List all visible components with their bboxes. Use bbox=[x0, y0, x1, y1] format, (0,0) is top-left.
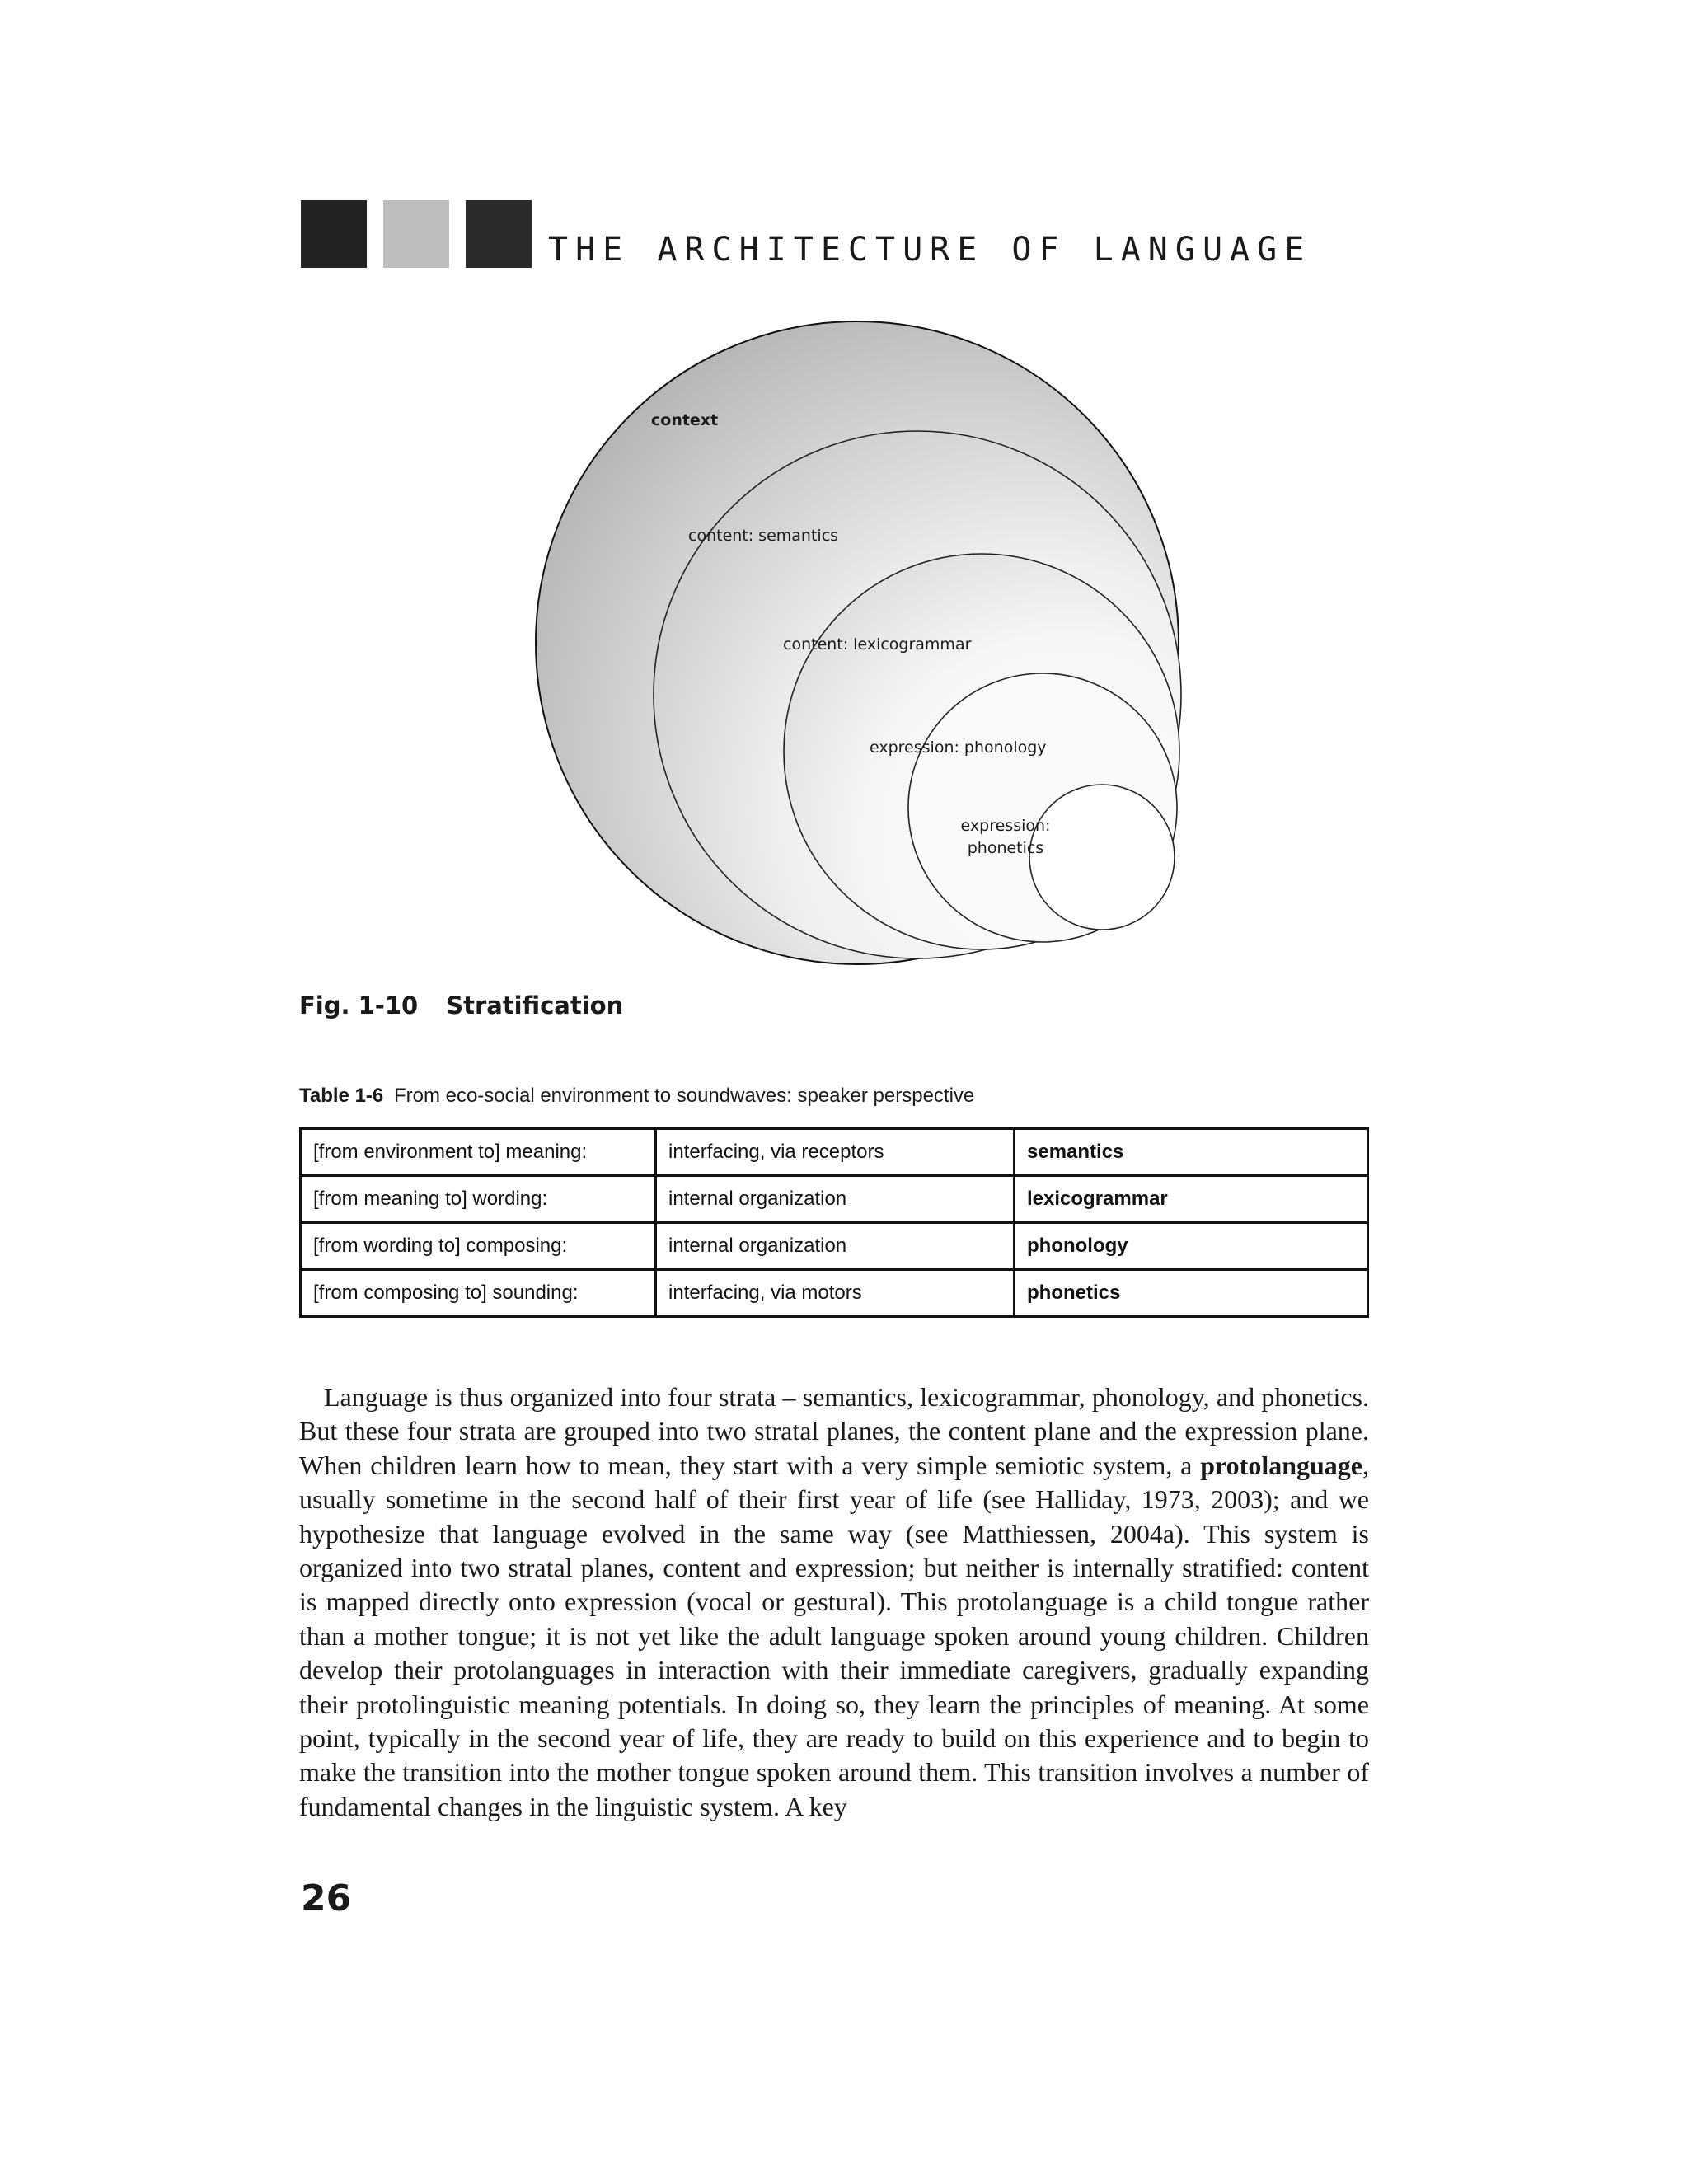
label-content-lexicogrammar: content: lexicogrammar bbox=[783, 635, 972, 654]
strata-table bbox=[299, 1127, 1369, 1318]
cell-stratum: lexicogrammar bbox=[1015, 1176, 1368, 1223]
figure-title: Stratification bbox=[446, 991, 624, 1019]
body-paragraph bbox=[299, 1380, 1369, 1824]
figure-label: Fig. 1-10 bbox=[299, 991, 419, 1019]
running-head: THE ARCHITECTURE OF LANGUAGE bbox=[548, 231, 1312, 269]
cell-transition: [from meaning to] wording: bbox=[301, 1176, 656, 1223]
header-block-dark-2 bbox=[466, 200, 532, 268]
body-text-after: , usually sometime in the second half of their first year of life (see Halliday, 1973, 2003); and we hypothesize that language evolved in the same way (see Matthiessen, 2004a). This system is organized into two stratal planes, content and expression; but neither is internally stratified: content is mapped directly onto expression (vocal or gestural). This protolanguage is a child tongue rather than a mother tongue; it is not yet like the adult language spoken around young children. Children develop their protolanguages in interaction with their immediate caregivers, gradually expanding their protolinguistic meaning potentials. In doing so, they learn the principles of meaning. At some point, typically in the second year of life, they are ready to build on this experience and to begin to make the transition into the mother tongue spoken around them. This transition involves a number of fundamental changes in the linguistic system. A key bbox=[299, 1450, 1369, 1821]
body-text-before: Language is thus organized into four strata – semantics, lexicogrammar, phonology, and phonetics. But these four strata are grouped into two stratal planes, the content plane and the expression plane. When children learn how to mean, they start with a very simple semiotic system, a bbox=[299, 1382, 1369, 1480]
term-protolanguage: protolanguage bbox=[1200, 1450, 1362, 1480]
figure-caption bbox=[299, 991, 623, 1019]
table-row bbox=[301, 1176, 1368, 1223]
cell-type: interfacing, via receptors bbox=[656, 1129, 1015, 1176]
table-caption bbox=[299, 1085, 974, 1108]
cell-stratum: semantics bbox=[1015, 1129, 1368, 1176]
table-row bbox=[301, 1223, 1368, 1270]
cell-type: internal organization bbox=[656, 1223, 1015, 1270]
page-number: 26 bbox=[301, 1877, 352, 1919]
table-row bbox=[301, 1270, 1368, 1317]
header-block-dark bbox=[301, 200, 367, 268]
table-row bbox=[301, 1129, 1368, 1176]
label-expression-phonetics-line2: phonetics bbox=[967, 839, 1044, 857]
label-expression-phonology: expression: phonology bbox=[870, 738, 1047, 757]
header-block-grey bbox=[383, 200, 449, 268]
circle-phonetics bbox=[1029, 785, 1175, 930]
cell-type: interfacing, via motors bbox=[656, 1270, 1015, 1317]
stratification-diagram bbox=[503, 313, 1212, 972]
cell-transition: [from environment to] meaning: bbox=[301, 1129, 656, 1176]
label-content-semantics: content: semantics bbox=[688, 527, 839, 545]
label-expression-phonetics-line1: expression: bbox=[960, 817, 1051, 835]
cell-stratum: phonetics bbox=[1015, 1270, 1368, 1317]
table-title: From eco-social environment to soundwaves: speaker perspective bbox=[393, 1085, 975, 1107]
table-label: Table 1-6 bbox=[299, 1085, 384, 1107]
label-context: context bbox=[651, 411, 719, 429]
cell-transition: [from wording to] composing: bbox=[301, 1223, 656, 1270]
cell-transition: [from composing to] sounding: bbox=[301, 1270, 656, 1317]
cell-type: internal organization bbox=[656, 1176, 1015, 1223]
cell-stratum: phonology bbox=[1015, 1223, 1368, 1270]
